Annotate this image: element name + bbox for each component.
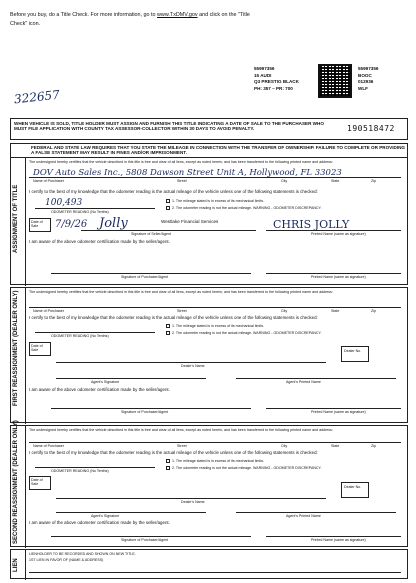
stmt2-checkbox-2[interactable] [166, 331, 170, 335]
aware-text: I am aware of the above odometer certification made by the seller/agent. [29, 239, 170, 244]
stmt2-text-3: 2. The odometer reading is not the actual mileage. WARNING - ODOMETER DISCREPANCY. [172, 466, 322, 470]
stmt1-text-3: 1. The mileage stated is in excess of its mechanical limits. [172, 459, 265, 463]
label-zip: Zip [371, 179, 376, 183]
label-sig-buyer: Signature of Purchaser/Agent [121, 275, 169, 279]
vehicle-id-a: 55997356 [254, 66, 275, 71]
label-street-3: Street [177, 444, 187, 448]
stmt2-checkbox[interactable] [166, 206, 170, 210]
vehicle-tag: WLF [358, 85, 368, 91]
aware-text-3: I am aware of the above odometer certification made by the seller/agent. [29, 520, 170, 525]
notice-text-after: and click on the "Title [199, 12, 250, 18]
warning-text: WHEN VEHICLE IS SOLD, TITLE HOLDER MUST ASSIGN AND FURNISH THIS TITLE INDICATING A DATE OF SALE TO THE PURCHASER WHO MUST FILE APPLICATION WITH COUNTY TAX ASSESSOR-COLLECTOR WITHIN 30 DAYS TO AVOID PENALTY. [14, 121, 324, 132]
qr-code-icon [318, 64, 352, 98]
stmt-2-b [166, 331, 321, 335]
dealer-no-box-2 [341, 482, 369, 498]
label-city-2: City [281, 309, 288, 313]
notice-text: Before you buy, do a Title Check. For more information, go to [10, 12, 156, 18]
stmt1-text: 1. The mileage stated is in excess of its mechanical limits. [172, 199, 265, 203]
stmt2-checkbox-3[interactable] [166, 466, 170, 470]
second-reassignment-section [10, 420, 408, 547]
label-printed-name: Printed Name (same as signature) [311, 232, 366, 236]
label-sig-buyer-3: Signature of Purchaser/Agent [121, 538, 169, 542]
stmt1-checkbox-3[interactable] [166, 459, 170, 463]
label-purchaser: Name of Purchaser [33, 179, 64, 183]
label-agent-printed: Agent's Printed Name [286, 380, 321, 384]
vehicle-id-b: 55997356 [358, 66, 379, 71]
stmt1-checkbox-2[interactable] [166, 324, 170, 328]
vehicle-year-make: 15 AUDI [254, 72, 272, 78]
undersigned-text-2: The undersigned hereby certifies that the vehicle described in this title is free and clear of all liens, except as noted herein, and has been transferred to the following printed name and address: [29, 290, 333, 294]
stmt1-checkbox[interactable] [166, 199, 170, 203]
dealer-no-box [341, 346, 369, 362]
label-date-sale: Date of Sale [31, 220, 43, 228]
lien-text-1: LIENHOLDER TO BE RECORDED AND SHOWN ON NEW TITLE. [29, 552, 136, 556]
handwritten-number: 322657 [13, 87, 61, 107]
label-agent-sig: Agent's Signature [91, 380, 120, 384]
lien-text-2: 1ST LIEN IN FAVOR OF (NAME & ADDRESS) [29, 558, 104, 562]
vehicle-code: BOOC [358, 72, 372, 78]
undersigned-text: The undersigned hereby certifies that the vehicle described in this title is free and clear of all liens, except as noted herein, and has been transferred to the following printed name and address: [29, 160, 333, 164]
label-street-2: Street [177, 309, 187, 313]
assignment-title-label: ASSIGNMENT OF TITLE [13, 184, 19, 253]
label-date-sale-3: Date of Sale [31, 478, 43, 486]
label-dealer-no-2: Dealer No. [344, 485, 362, 489]
stmt-1-c [166, 459, 264, 463]
label-city-3: City [281, 444, 288, 448]
federal-box [10, 143, 408, 157]
lien-label: LIEN [13, 558, 19, 572]
date-box-3 [29, 476, 51, 490]
company-name: Westlake Financial Services [161, 219, 219, 224]
first-reassignment-section [10, 287, 408, 423]
label-state-3: State [331, 444, 340, 448]
odometer-handwritten[interactable]: 100,493 [45, 198, 83, 208]
stmt-1 [166, 199, 264, 203]
label-sig-buyer-2: Signature of Purchaser/Agent [121, 410, 169, 414]
label-zip-2: Zip [371, 309, 376, 313]
stmt-2 [166, 206, 321, 210]
undersigned-text-3: The undersigned hereby certifies that the vehicle described in this title is free and clear of all liens, except as noted herein, and has been transferred to the following printed name and address: [29, 428, 333, 432]
purchaser-handwritten[interactable]: DOV Auto Sales Inc., 5808 Dawson Street Unit A, Hollywood, FL 33023 [33, 168, 342, 178]
label-sig-seller: Signature of Seller/Agent [131, 232, 171, 236]
date-box-2 [29, 342, 51, 356]
label-printed-name-3: Printed Name (same as signature) [311, 538, 366, 542]
stmt1-text-2: 1. The mileage stated is in excess of its mechanical limits. [172, 324, 265, 328]
vehicle-label-a [254, 66, 299, 92]
stmt-2-c [166, 466, 321, 470]
second-reassignment-label: SECOND REASSIGNMENT (DEALER ONLY) [13, 420, 19, 544]
vehicle-label-b [358, 66, 378, 92]
vehicle-model: Q3 PRESTIG BLACK [254, 79, 299, 84]
label-date-sale-2: Date of Sale [31, 344, 43, 352]
label-odometer-2: ODOMETER READING (No Tenths) [51, 334, 109, 338]
label-state-2: State [331, 309, 340, 313]
date-box [29, 218, 51, 232]
label-agent-printed-2: Agent's Printed Name [286, 514, 321, 518]
label-odometer: ODOMETER READING (No Tenths) [51, 210, 109, 214]
label-printed-name-buyer: Printed Name (same as signature) [311, 275, 366, 279]
certify-text-3: I certify to the best of my knowledge that the odometer reading is the actual mileage of the vehicle unless one of the following statements is checked: [29, 450, 318, 455]
label-dealer-no: Dealer No. [344, 349, 362, 353]
date-handwritten[interactable]: 7/9/26 [55, 219, 88, 230]
title-check-notice [10, 12, 410, 18]
label-dealer-name: Dealer's Name [181, 364, 205, 368]
stmt2-text: 2. The odometer reading is not the actual mileage. WARNING - ODOMETER DISCREPANCY. [172, 206, 322, 210]
txdmv-link[interactable]: www.TxDMV.gov [157, 12, 198, 18]
label-purchaser-3: Name of Purchaser [33, 444, 64, 448]
warning-box [10, 118, 408, 140]
stamp-number: 190518472 [347, 124, 395, 133]
label-city: City [281, 179, 288, 183]
stmt-1-b [166, 324, 264, 328]
stmt2-text-2: 2. The odometer reading is not the actual mileage. WARNING - ODOMETER DISCREPANCY. [172, 331, 322, 335]
seller-signature[interactable]: Jolly [99, 216, 128, 231]
aware-text-2: I am aware of the above odometer certification made by the seller/agent. [29, 387, 170, 392]
vehicle-ph: PH: 357 – PR: 700 [254, 85, 293, 91]
first-reassignment-label: FIRST REASSIGNMENT (DEALER ONLY) [13, 290, 19, 406]
certify-text: I certify to the best of my knowledge that the odometer reading is the actual mileage of the vehicle unless one of the following statements is checked: [29, 189, 318, 194]
label-agent-sig-2: Agent's Signature [91, 514, 120, 518]
label-zip-3: Zip [371, 444, 376, 448]
label-odometer-3: ODOMETER READING (No Tenths) [51, 469, 109, 473]
lien-section [10, 549, 408, 579]
printed-name-handwritten[interactable]: CHRIS JOLLY [273, 218, 350, 231]
label-purchaser-2: Name of Purchaser [33, 309, 64, 313]
label-street: Street [177, 179, 187, 183]
label-dealer-name-2: Dealer's Name [181, 500, 205, 504]
notice-line2: Check" icon. [10, 21, 41, 27]
certify-text-2: I certify to the best of my knowledge that the odometer reading is the actual mileage of the vehicle unless one of the following statements is checked: [29, 315, 318, 320]
vehicle-number: 012936 [358, 79, 374, 84]
federal-notice: FEDERAL AND STATE LAW REQUIRES THAT YOU STATE THE MILEAGE IN CONNECTION WITH THE TRANSFER OF OWNERSHIP. FAILURE TO COMPLETE OR PROVIDING A FALSE STATEMENT MAY RESULT IN FINES AND/OR IMPRISONMENT. [31, 145, 405, 155]
label-state: State [331, 179, 340, 183]
label-printed-name-2: Printed Name (same as signature) [311, 410, 366, 414]
assignment-section [10, 157, 408, 285]
